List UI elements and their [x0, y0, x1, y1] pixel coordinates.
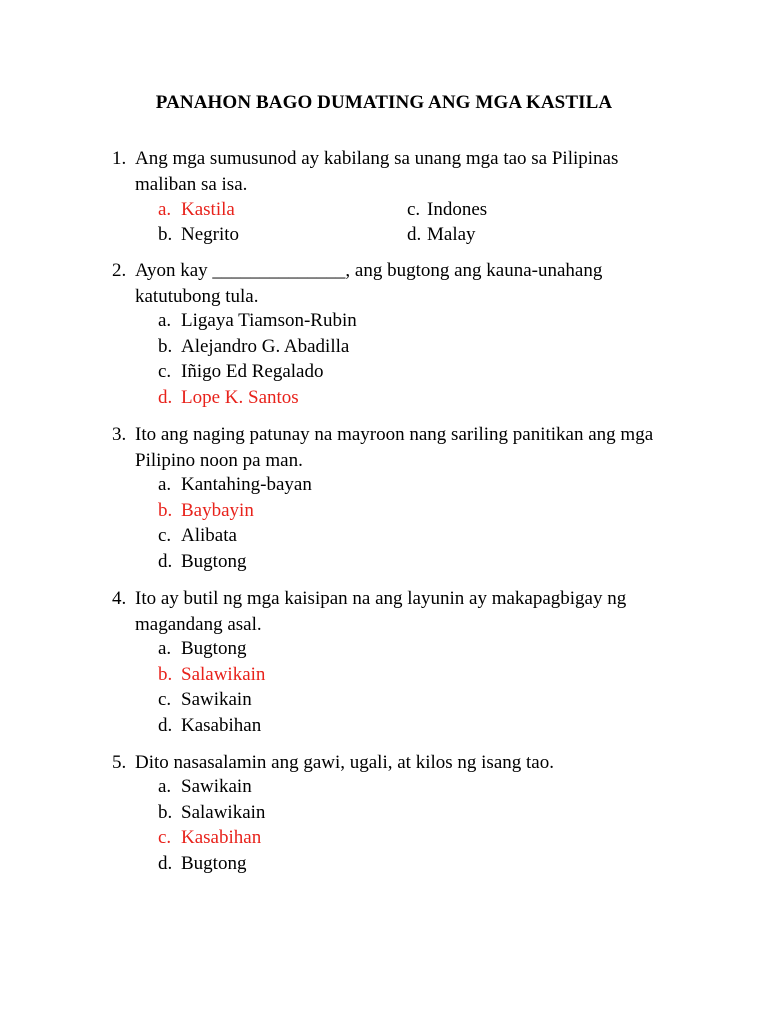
question-number: 2. [112, 260, 127, 281]
page-title: PANAHON BAGO DUMATING ANG MGA KASTILA [155, 92, 613, 113]
choice-letter: b. [158, 335, 173, 357]
choice-letter: d. [407, 224, 422, 245]
choice-b [158, 800, 658, 826]
choice-text: Bugtong [181, 550, 247, 572]
question-number: 5. [112, 752, 127, 773]
choice-text: Kantahing-bayan [181, 474, 312, 495]
choice-text: Lope K. Santos [181, 386, 299, 408]
question-text: Dito nasasalamin ang gawi, ugali, at kilos ng isang tao. [135, 752, 554, 773]
choice-text: Ligaya Tiamson-Rubin [181, 310, 357, 331]
choice-text: Bugtong [181, 638, 247, 659]
choice-letter: d. [158, 550, 173, 572]
choice-text: Bugtong [181, 852, 247, 874]
choice-letter: a. [158, 638, 172, 659]
question-number: 1. [112, 148, 127, 169]
choice-c [407, 197, 567, 222]
choice-letter: b. [158, 224, 173, 245]
choice-letter: c. [158, 689, 172, 710]
choice-letter: a. [158, 199, 172, 220]
choice-b [158, 662, 658, 688]
choice-text: Baybayin [181, 499, 254, 521]
choice-letter: b. [158, 801, 173, 823]
choice-text: Indones [427, 199, 488, 220]
choice-letter: b. [158, 663, 173, 685]
choice-a [158, 472, 658, 498]
choice-text: Negrito [181, 224, 240, 245]
choice-list [158, 308, 658, 410]
choice-c [158, 359, 658, 385]
choice-letter: a. [158, 310, 172, 331]
choice-text: Kasabihan [181, 714, 262, 736]
choice-text: Alejandro G. Abadilla [181, 335, 350, 357]
choice-list [158, 774, 658, 876]
choice-d [158, 385, 658, 411]
choice-text: Salawikain [181, 663, 266, 685]
choice-text: Salawikain [181, 801, 266, 823]
choice-b [158, 498, 658, 524]
choice-text: Iñigo Ed Regalado [181, 361, 324, 382]
choice-letter: a. [158, 776, 172, 797]
choice-text: Kastila [181, 199, 235, 220]
choice-text: Sawikain [181, 776, 252, 797]
choice-a [158, 197, 407, 222]
choice-text: Malay [427, 224, 476, 245]
choice-a [158, 308, 658, 334]
choice-c [158, 523, 658, 549]
choice-a [158, 774, 658, 800]
choice-letter: c. [158, 361, 172, 382]
choice-letter: b. [158, 499, 173, 521]
choice-letter: d. [158, 386, 173, 408]
question-text: Ito ang naging patunay na mayroon nang sariling panitikan ang mga Pilipino noon pa man. [135, 424, 654, 471]
choice-a [158, 636, 658, 662]
choice-list [158, 472, 658, 574]
choice-grid [158, 197, 578, 247]
choice-text: Kasabihan [181, 827, 262, 848]
choice-b [158, 222, 407, 247]
choice-d [158, 851, 658, 877]
choice-list [158, 636, 658, 738]
question-text: Ayon kay ______________, ang bugtong ang kauna-unahang katutubong tula. [135, 260, 603, 307]
choice-letter: c. [158, 525, 172, 546]
choice-d [158, 713, 658, 739]
question-text: Ito ay butil ng mga kaisipan na ang layunin ay makapagbigay ng magandang asal. [135, 588, 627, 635]
question-number: 4. [112, 588, 127, 609]
choice-text: Sawikain [181, 689, 252, 710]
choice-letter: d. [158, 714, 173, 736]
choice-letter: a. [158, 474, 172, 495]
choice-letter: c. [407, 199, 421, 220]
question-number: 3. [112, 424, 127, 445]
choice-b [158, 334, 658, 360]
choice-c [158, 687, 658, 713]
choice-letter: c. [158, 827, 172, 848]
choice-text: Alibata [181, 525, 237, 546]
choice-d [407, 222, 567, 247]
choice-letter: d. [158, 852, 173, 874]
question-text: Ang mga sumusunod ay kabilang sa unang mga tao sa Pilipinas maliban sa isa. [135, 148, 619, 195]
choice-d [158, 549, 658, 575]
choice-c [158, 825, 658, 851]
